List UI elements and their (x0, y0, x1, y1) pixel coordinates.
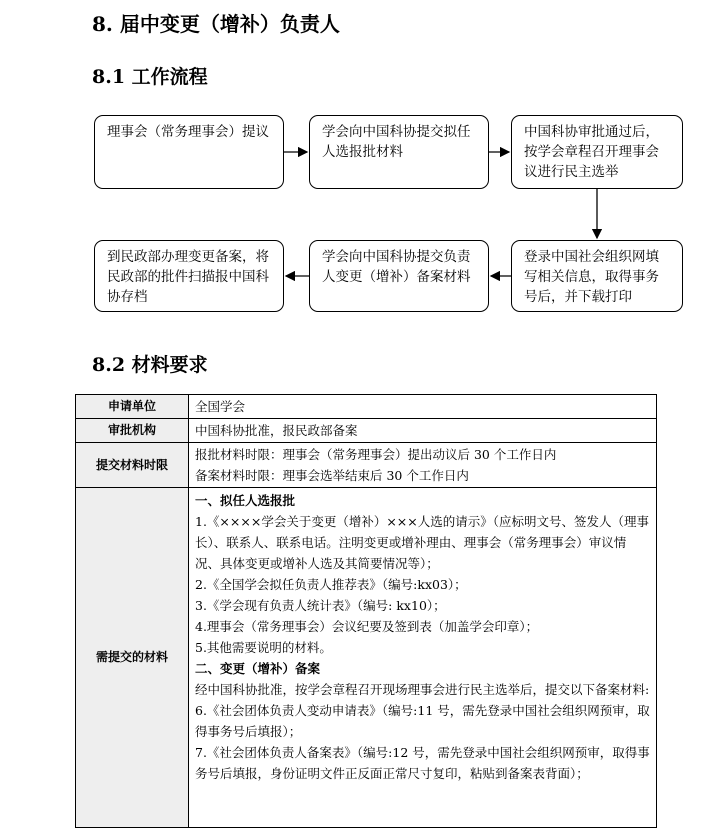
section-title: 二、变更（增补）备案 (195, 661, 321, 676)
table-row (76, 443, 657, 488)
workflow-diagram (0, 0, 722, 340)
list-item: 3.《学会现有负责人统计表》（编号: kx10）； (195, 598, 446, 613)
time-limit-line: 报批材料时限：理事会（常务理事会）提出动议后 30 个工作日内 (195, 447, 557, 462)
section-intro: 经中国科协批准，按学会章程召开现场理事会进行民主选举后，提交以下备案材料: (195, 682, 650, 697)
materials-heading: 8.2 材料要求 (92, 354, 208, 376)
list-item: 1.《××××学会关于变更（增补）×××人选的请示》（应标明文号、签发人（理事长）、联系人、联系电话。注明变更或增补理由、理事会（常务理事会）审议情况、具体变更或增补人选及其简要情况等）； (195, 514, 649, 571)
row-value (189, 443, 657, 488)
row-label: 需提交的材料 (76, 488, 189, 828)
list-item: 5.其他需要说明的材料。 (195, 640, 332, 655)
flow-step-6: 到民政部办理变更备案，将民政部的批件扫描报中国科协存档 (94, 240, 284, 312)
section-title: 一、拟任人选报批 (195, 493, 296, 508)
row-label: 申请单位 (76, 395, 189, 419)
list-item: 7.《社会团体负责人备案表》（编号:12 号，需先登录中国社会组织网预审，取得事务号后填报，身份证明文件正反面正常尺寸复印，粘贴到备案表背面）； (195, 745, 650, 781)
row-value (189, 488, 657, 828)
materials-table (75, 394, 657, 828)
list-item: 4.理事会（常务理事会）会议纪要及签到表（加盖学会印章）； (195, 619, 539, 634)
table-row (76, 488, 657, 828)
workflow-heading: 8.1 工作流程 (92, 66, 208, 88)
row-value: 中国科协批准，报民政部备案 (189, 419, 657, 443)
row-value: 全国学会 (189, 395, 657, 419)
list-item: 6.《社会团体负责人变动申请表》（编号:11 号，需先登录中国社会组织网预审，取得事务号后填报）； (195, 703, 650, 739)
table-row (76, 419, 657, 443)
flow-step-1: 理事会（常务理事会）提议 (94, 115, 284, 189)
row-label: 提交材料时限 (76, 443, 189, 488)
flow-step-3: 中国科协审批通过后，按学会章程召开理事会议进行民主选举 (511, 115, 683, 189)
row-label: 审批机构 (76, 419, 189, 443)
table-row (76, 395, 657, 419)
flow-step-4: 登录中国社会组织网填写相关信息，取得事务号后，并下载打印 (511, 240, 683, 312)
time-limit-line: 备案材料时限：理事会选举结束后 30 个工作日内 (195, 468, 469, 483)
section-heading: 8. 届中变更（增补）负责人 (92, 12, 340, 36)
list-item: 2.《全国学会拟任负责人推荐表》（编号:kx03）； (195, 577, 467, 592)
flow-step-5: 学会向中国科协提交负责人变更（增补）备案材料 (309, 240, 489, 312)
flow-arrows (0, 0, 722, 340)
flow-step-2: 学会向中国科协提交拟任人选报批材料 (309, 115, 489, 189)
